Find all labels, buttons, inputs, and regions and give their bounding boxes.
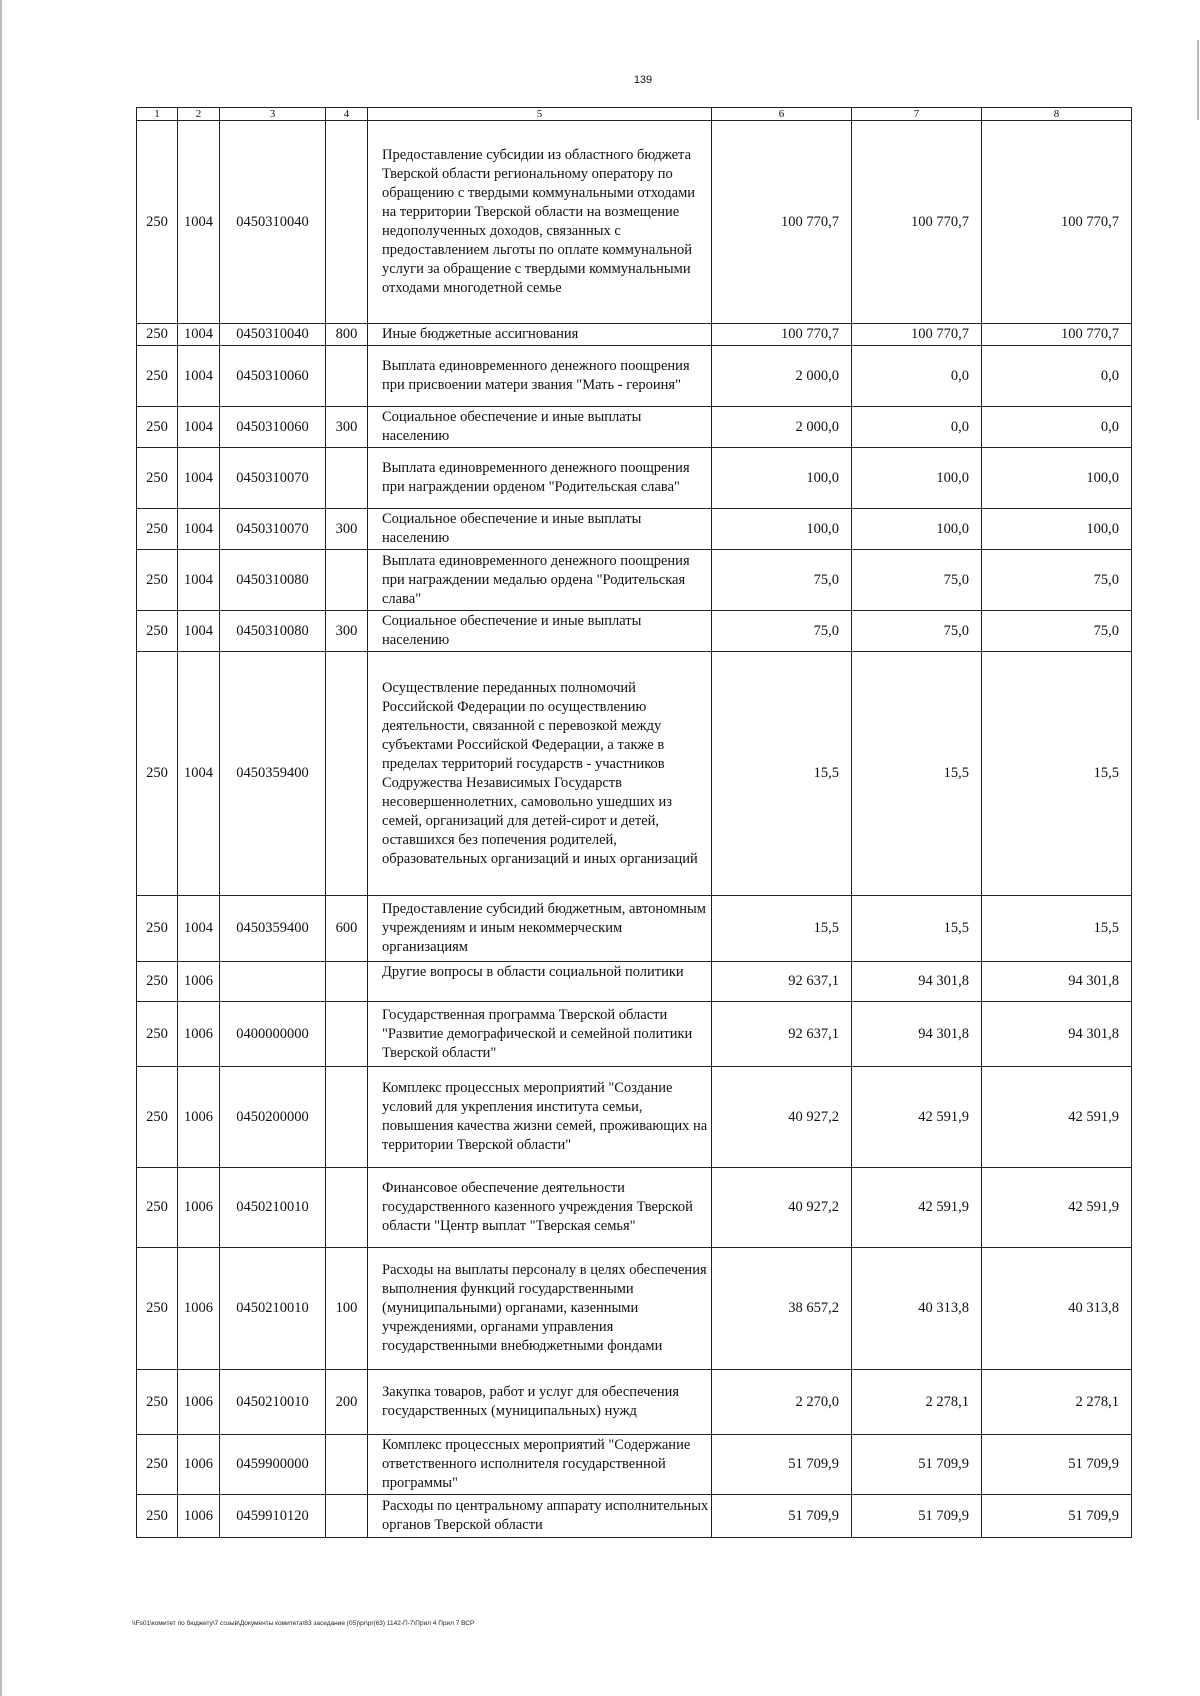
name-cell: Предоставление субсидий бюджетным, автономным учреждениям и иным некоммерческим организациям [368, 896, 712, 962]
value-col8-cell: 40 313,8 [982, 1248, 1132, 1370]
value-col8-cell: 15,5 [982, 896, 1132, 962]
admin-code-cell: 250 [137, 652, 178, 896]
table-row [137, 550, 1132, 611]
table-row [137, 448, 1132, 509]
value-col7-cell: 94 301,8 [852, 1002, 982, 1067]
table-row [137, 896, 1132, 962]
admin-code-cell: 250 [137, 962, 178, 1002]
admin-code-cell: 250 [137, 550, 178, 611]
name-cell: Расходы по центральному аппарату исполнительных органов Тверской области [368, 1495, 712, 1538]
target-code-cell: 0450210010 [220, 1168, 326, 1248]
value-col6-cell: 2 000,0 [712, 346, 852, 407]
expense-type-cell [326, 1168, 368, 1248]
admin-code-cell: 250 [137, 1248, 178, 1370]
section-code-cell: 1004 [178, 346, 220, 407]
value-col8-cell: 15,5 [982, 652, 1132, 896]
table-row [137, 407, 1132, 448]
expense-type-cell: 100 [326, 1248, 368, 1370]
expense-type-cell [326, 121, 368, 324]
value-col7-cell: 40 313,8 [852, 1248, 982, 1370]
table-row [137, 652, 1132, 896]
section-code-cell: 1004 [178, 121, 220, 324]
table-row [137, 1370, 1132, 1435]
value-col6-cell: 2 000,0 [712, 407, 852, 448]
admin-code-cell: 250 [137, 509, 178, 550]
target-code-cell: 0450200000 [220, 1067, 326, 1168]
expense-type-cell [326, 1435, 368, 1495]
header-row [137, 108, 1132, 121]
target-code-cell: 0450359400 [220, 896, 326, 962]
name-cell: Государственная программа Тверской области "Развитие демографической и семейной политики Тверской области" [368, 1002, 712, 1067]
table-row [137, 346, 1132, 407]
page-number: 139 [633, 74, 653, 86]
value-col8-cell: 94 301,8 [982, 962, 1132, 1002]
section-code-cell: 1006 [178, 1370, 220, 1435]
value-col7-cell: 0,0 [852, 407, 982, 448]
target-code-cell: 0450359400 [220, 652, 326, 896]
value-col6-cell: 15,5 [712, 652, 852, 896]
section-code-cell: 1006 [178, 1002, 220, 1067]
name-cell: Социальное обеспечение и иные выплаты населению [368, 407, 712, 448]
value-col7-cell: 75,0 [852, 611, 982, 652]
value-col7-cell: 100,0 [852, 509, 982, 550]
value-col8-cell: 100 770,7 [982, 121, 1132, 324]
value-col6-cell: 75,0 [712, 611, 852, 652]
admin-code-cell: 250 [137, 324, 178, 346]
value-col7-cell: 15,5 [852, 652, 982, 896]
budget-table [136, 107, 1132, 1538]
name-cell: Расходы на выплаты персоналу в целях обеспечения выполнения функций государственными (муниципальными) органами, казенными учреждениями, органами управления государственными внебюджетными фондами [368, 1248, 712, 1370]
admin-code-cell: 250 [137, 1495, 178, 1538]
table-row [137, 1435, 1132, 1495]
table-row [137, 121, 1132, 324]
section-code-cell: 1006 [178, 1435, 220, 1495]
expense-type-cell [326, 346, 368, 407]
table-row [137, 324, 1132, 346]
value-col7-cell: 100,0 [852, 448, 982, 509]
value-col7-cell: 42 591,9 [852, 1067, 982, 1168]
target-code-cell: 0450310080 [220, 550, 326, 611]
value-col8-cell: 51 709,9 [982, 1495, 1132, 1538]
value-col6-cell: 100 770,7 [712, 121, 852, 324]
name-cell: Другие вопросы в области социальной политики [368, 962, 712, 1002]
value-col6-cell: 40 927,2 [712, 1168, 852, 1248]
value-col8-cell: 100 770,7 [982, 324, 1132, 346]
expense-type-cell [326, 448, 368, 509]
column-header: 3 [220, 108, 326, 121]
admin-code-cell: 250 [137, 1067, 178, 1168]
target-code-cell: 0459900000 [220, 1435, 326, 1495]
value-col6-cell: 38 657,2 [712, 1248, 852, 1370]
name-cell: Финансовое обеспечение деятельности государственного казенного учреждения Тверской области "Центр выплат "Тверская семья" [368, 1168, 712, 1248]
table-row [137, 1248, 1132, 1370]
table-row [137, 611, 1132, 652]
value-col7-cell: 0,0 [852, 346, 982, 407]
value-col6-cell: 51 709,9 [712, 1495, 852, 1538]
name-cell: Выплата единовременного денежного поощрения при награждении медалью ордена "Родительская слава" [368, 550, 712, 611]
column-header: 8 [982, 108, 1132, 121]
value-col6-cell: 100 770,7 [712, 324, 852, 346]
value-col6-cell: 92 637,1 [712, 962, 852, 1002]
value-col6-cell: 40 927,2 [712, 1067, 852, 1168]
value-col7-cell: 51 709,9 [852, 1495, 982, 1538]
admin-code-cell: 250 [137, 1168, 178, 1248]
target-code-cell: 0459910120 [220, 1495, 326, 1538]
expense-type-cell: 300 [326, 611, 368, 652]
target-code-cell: 0450210010 [220, 1370, 326, 1435]
value-col7-cell: 2 278,1 [852, 1370, 982, 1435]
name-cell: Комплекс процессных мероприятий "Создание условий для укрепления института семьи, повышения качества жизни семей, проживающих на территории Тверской области" [368, 1067, 712, 1168]
value-col6-cell: 75,0 [712, 550, 852, 611]
expense-type-cell: 800 [326, 324, 368, 346]
value-col8-cell: 0,0 [982, 346, 1132, 407]
section-code-cell: 1006 [178, 1168, 220, 1248]
value-col8-cell: 75,0 [982, 550, 1132, 611]
name-cell: Выплата единовременного денежного поощрения при присвоении матери звания "Мать - героиня" [368, 346, 712, 407]
footer-file-path: \\Fs01\комитет по бюджету\7 созыв\Документы комитета\63 заседание (05)\pr\pr(63) 1142-П-7\Прил 4 Прил 7 ВСР [132, 1620, 475, 1627]
admin-code-cell: 250 [137, 611, 178, 652]
table-row [137, 962, 1132, 1002]
value-col8-cell: 100,0 [982, 448, 1132, 509]
value-col6-cell: 100,0 [712, 509, 852, 550]
name-cell: Иные бюджетные ассигнования [368, 324, 712, 346]
name-cell: Выплата единовременного денежного поощрения при награждении орденом "Родительская слава" [368, 448, 712, 509]
value-col6-cell: 100,0 [712, 448, 852, 509]
target-code-cell: 0450310040 [220, 324, 326, 346]
expense-type-cell: 200 [326, 1370, 368, 1435]
section-code-cell: 1004 [178, 652, 220, 896]
name-cell: Социальное обеспечение и иные выплаты населению [368, 509, 712, 550]
target-code-cell: 0400000000 [220, 1002, 326, 1067]
table-row [137, 1067, 1132, 1168]
target-code-cell [220, 962, 326, 1002]
section-code-cell: 1004 [178, 448, 220, 509]
target-code-cell: 0450210010 [220, 1248, 326, 1370]
table-row [137, 1168, 1132, 1248]
name-cell: Закупка товаров, работ и услуг для обеспечения государственных (муниципальных) нужд [368, 1370, 712, 1435]
expense-type-cell [326, 550, 368, 611]
value-col7-cell: 100 770,7 [852, 324, 982, 346]
value-col6-cell: 92 637,1 [712, 1002, 852, 1067]
value-col7-cell: 94 301,8 [852, 962, 982, 1002]
table-row [137, 1495, 1132, 1538]
value-col7-cell: 100 770,7 [852, 121, 982, 324]
value-col7-cell: 15,5 [852, 896, 982, 962]
admin-code-cell: 250 [137, 121, 178, 324]
table-row [137, 1002, 1132, 1067]
section-code-cell: 1004 [178, 407, 220, 448]
expense-type-cell: 300 [326, 407, 368, 448]
section-code-cell: 1004 [178, 550, 220, 611]
value-col6-cell: 2 270,0 [712, 1370, 852, 1435]
value-col8-cell: 42 591,9 [982, 1168, 1132, 1248]
section-code-cell: 1006 [178, 1067, 220, 1168]
value-col8-cell: 2 278,1 [982, 1370, 1132, 1435]
value-col8-cell: 100,0 [982, 509, 1132, 550]
expense-type-cell [326, 1067, 368, 1168]
column-header: 4 [326, 108, 368, 121]
value-col6-cell: 15,5 [712, 896, 852, 962]
column-header: 7 [852, 108, 982, 121]
expense-type-cell [326, 962, 368, 1002]
value-col8-cell: 42 591,9 [982, 1067, 1132, 1168]
expense-type-cell [326, 652, 368, 896]
section-code-cell: 1006 [178, 962, 220, 1002]
section-code-cell: 1004 [178, 611, 220, 652]
target-code-cell: 0450310040 [220, 121, 326, 324]
section-code-cell: 1006 [178, 1248, 220, 1370]
column-header: 5 [368, 108, 712, 121]
target-code-cell: 0450310070 [220, 448, 326, 509]
admin-code-cell: 250 [137, 346, 178, 407]
admin-code-cell: 250 [137, 407, 178, 448]
expense-type-cell [326, 1495, 368, 1538]
admin-code-cell: 250 [137, 448, 178, 509]
value-col7-cell: 42 591,9 [852, 1168, 982, 1248]
expense-type-cell [326, 1002, 368, 1067]
expense-type-cell: 300 [326, 509, 368, 550]
admin-code-cell: 250 [137, 896, 178, 962]
table-row [137, 509, 1132, 550]
section-code-cell: 1004 [178, 509, 220, 550]
section-code-cell: 1004 [178, 324, 220, 346]
admin-code-cell: 250 [137, 1002, 178, 1067]
target-code-cell: 0450310070 [220, 509, 326, 550]
name-cell: Осуществление переданных полномочий Российской Федерации по осуществлению деятельности, связанной с перевозкой между субъектами Российской Федерации, а также в пределах территорий государств - участников Содружества Независимых Государств несовершеннолетних, самовольно ушедших из семей, организаций для детей-сирот и детей, оставшихся без попечения родителей, образовательных организаций и иных организаций [368, 652, 712, 896]
admin-code-cell: 250 [137, 1435, 178, 1495]
column-header: 1 [137, 108, 178, 121]
value-col7-cell: 75,0 [852, 550, 982, 611]
target-code-cell: 0450310060 [220, 346, 326, 407]
expense-type-cell: 600 [326, 896, 368, 962]
section-code-cell: 1006 [178, 1495, 220, 1538]
admin-code-cell: 250 [137, 1370, 178, 1435]
value-col8-cell: 0,0 [982, 407, 1132, 448]
value-col7-cell: 51 709,9 [852, 1435, 982, 1495]
name-cell: Предоставление субсидии из областного бюджета Тверской области региональному оператору по обращению с твердыми коммунальными отходами на территории Тверской области на возмещение недополученных доходов, связанных с предоставлением льготы по оплате коммунальной услуги за обращение с твердыми коммунальными отходами многодетной семье [368, 121, 712, 324]
name-cell: Комплекс процессных мероприятий "Содержание ответственного исполнителя государственной программы" [368, 1435, 712, 1495]
column-header: 2 [178, 108, 220, 121]
name-cell: Социальное обеспечение и иные выплаты населению [368, 611, 712, 652]
section-code-cell: 1004 [178, 896, 220, 962]
value-col8-cell: 51 709,9 [982, 1435, 1132, 1495]
column-header: 6 [712, 108, 852, 121]
value-col6-cell: 51 709,9 [712, 1435, 852, 1495]
value-col8-cell: 75,0 [982, 611, 1132, 652]
target-code-cell: 0450310060 [220, 407, 326, 448]
value-col8-cell: 94 301,8 [982, 1002, 1132, 1067]
target-code-cell: 0450310080 [220, 611, 326, 652]
